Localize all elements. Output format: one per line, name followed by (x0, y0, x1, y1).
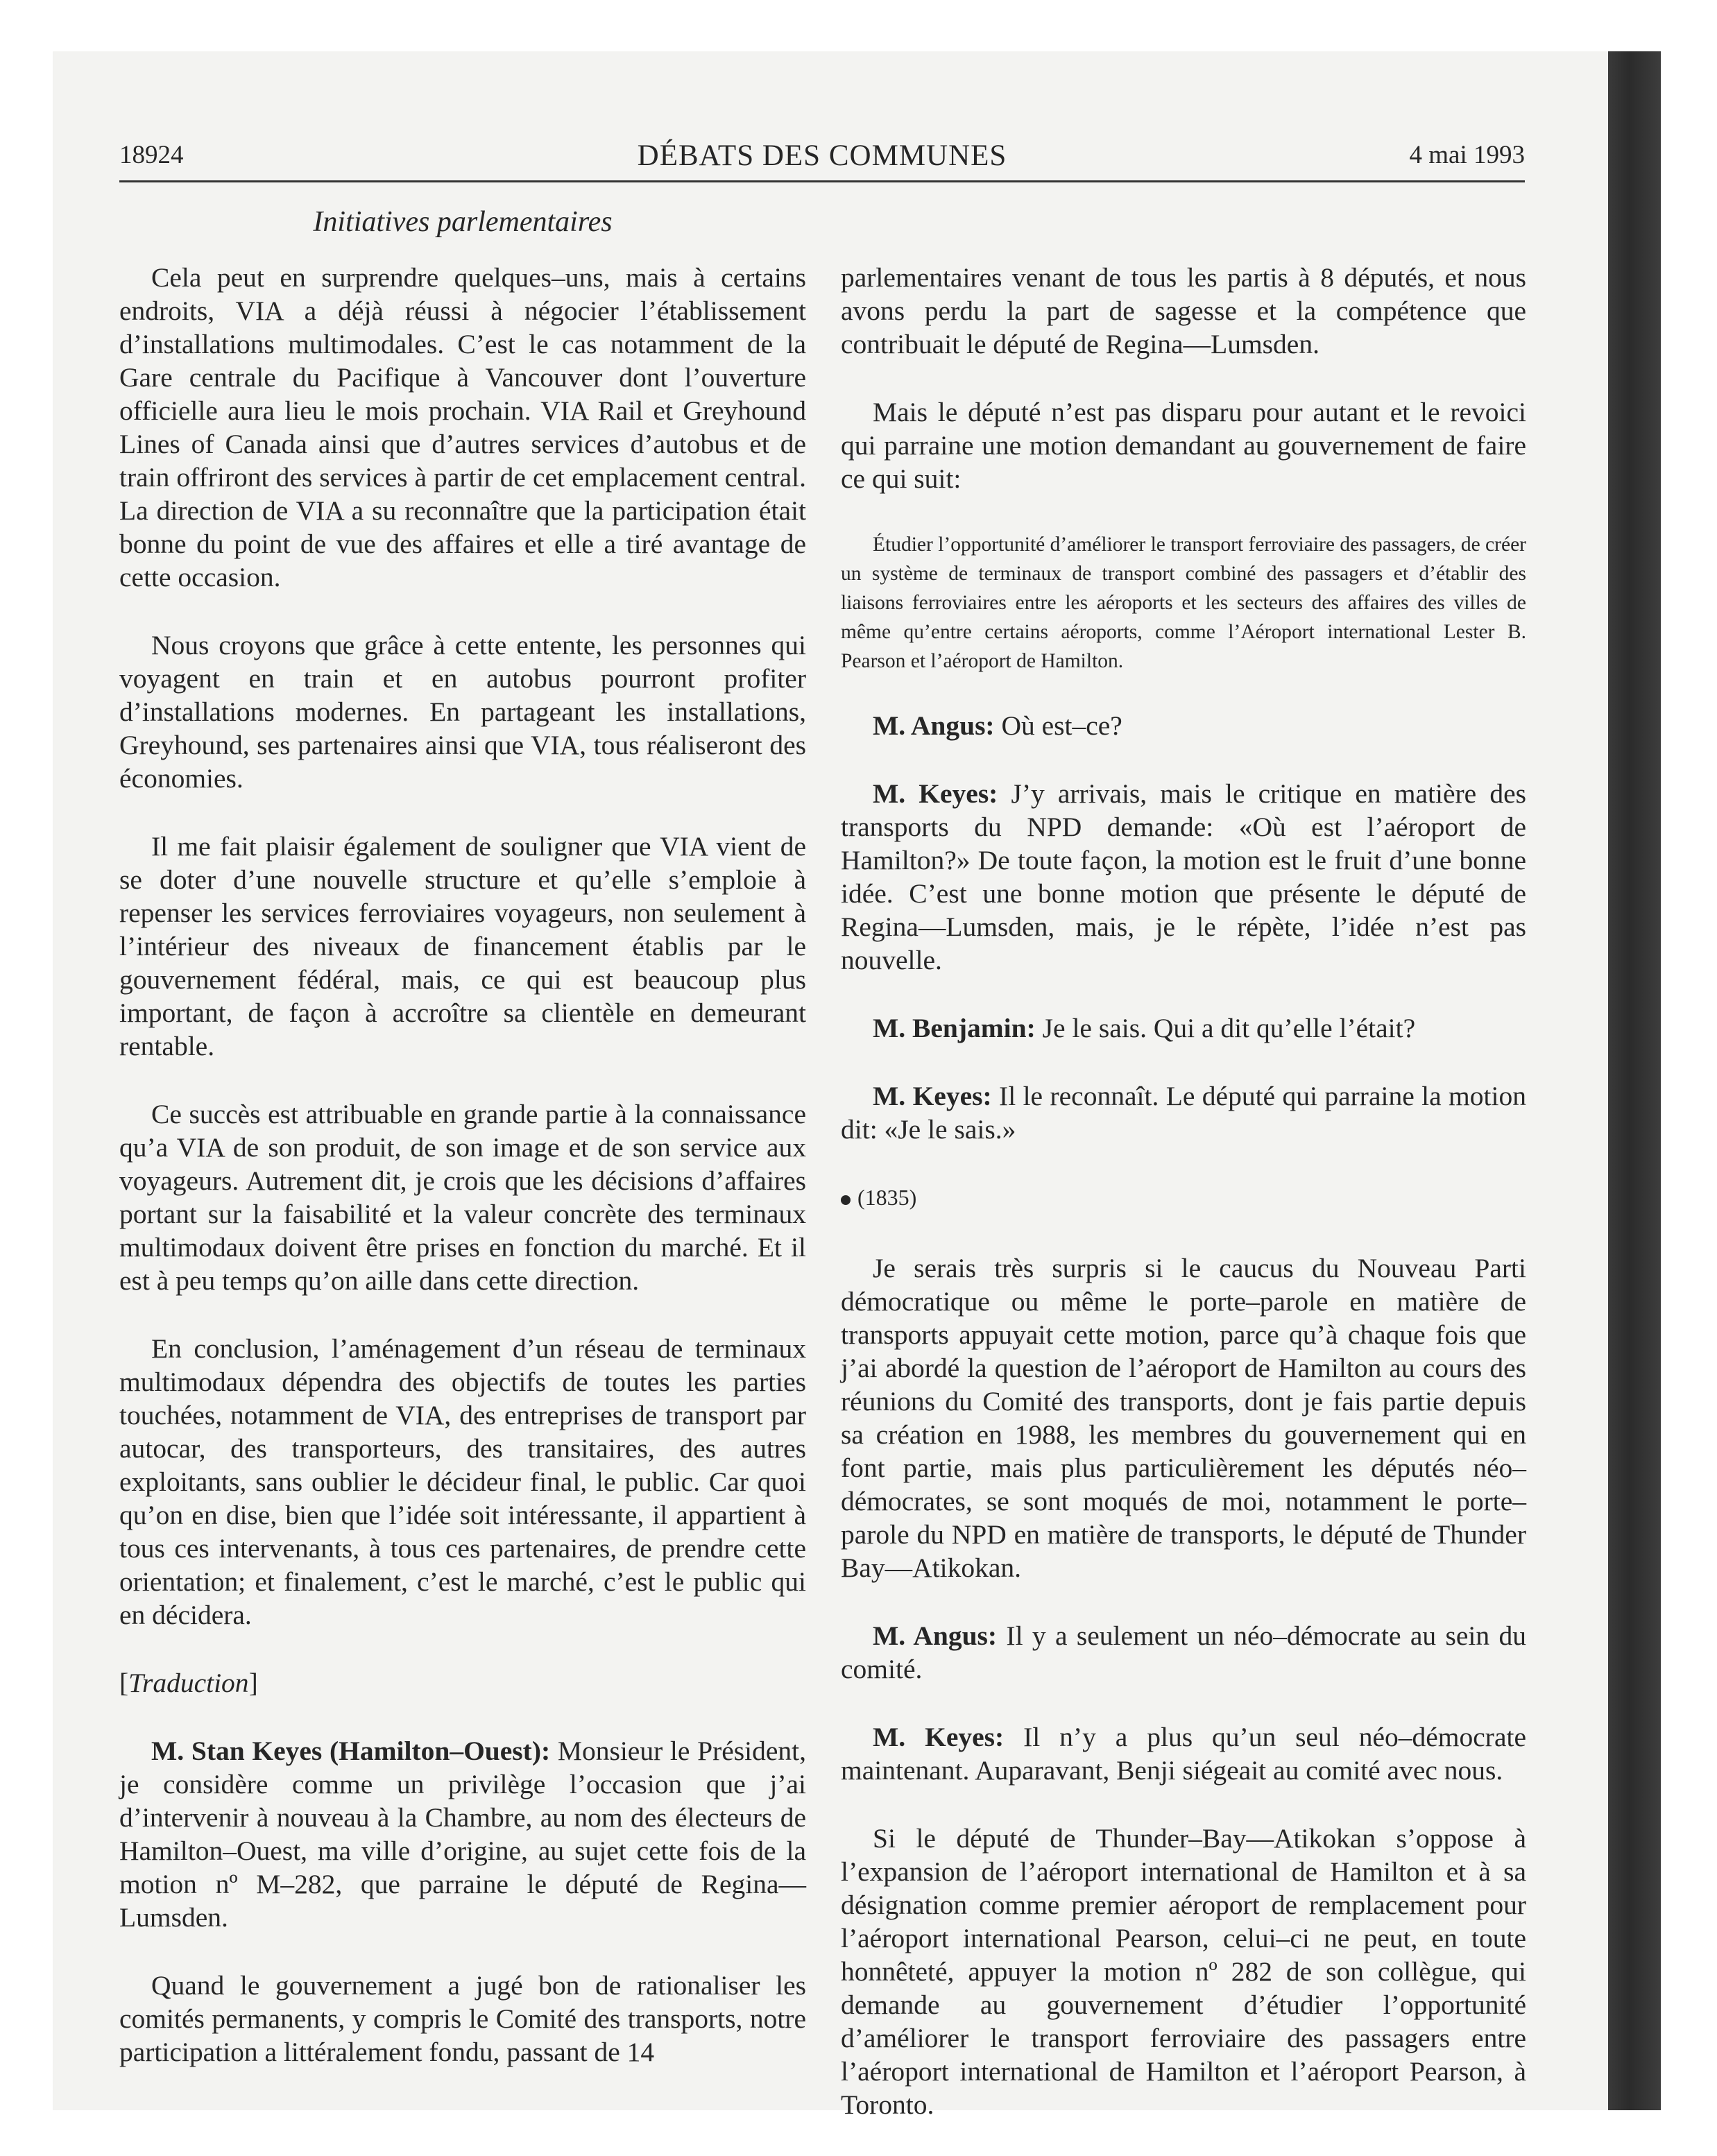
speech-text: Il n’y a plus qu’un seul néo–démocrate maintenant. Auparavant, Benji siégeait au comité avec nous. (841, 1722, 1526, 1786)
paragraph: Si le député de Thunder–Bay—Atikokan s’oppose à l’expansion de l’aéroport international de Hamilton et à sa désignation comme premier aéroport de remplacement pour l’aéroport international Pearson, celui–ci ne peut, en toute honnêteté, appuyer la motion nº 282 de son collègue, qui demande au gouvernement d’étudier l’opportunité d’améliorer le transport ferroviaire des passagers entre l’aéroport international de Hamilton et l’aéroport Pearson, à Toronto. (841, 1823, 1526, 2120)
speaker-name: M. Stan Keyes (Hamilton–Ouest): (151, 1736, 551, 1766)
paragraph: Il me fait plaisir également de souligner que VIA vient de se doter d’une nouvelle structure et qu’elle s’emploie à repenser les services ferroviaires voyageurs, non seulement à l’intérieur des niveaux de financement établis par le gouvernement fédéral, mais, ce qui est beaucoup plus important, de façon à accroître sa clientèle en demeurant rentable. (119, 831, 806, 1061)
speech-paragraph (119, 1734, 806, 1934)
bracket-open: [ (119, 1668, 129, 1698)
speaker-name: M. Keyes: (873, 1722, 1005, 1752)
bracket-close: ] (248, 1668, 258, 1698)
page-title: DÉBATS DES COMMUNES (637, 139, 1007, 172)
speech-paragraph (841, 1079, 1526, 1146)
speech-paragraph (841, 1720, 1526, 1787)
speaker-name: M. Keyes: (873, 1081, 992, 1111)
speech-text: Il le reconnaît. Le député qui parraine la motion dit: «Je le sais.» (841, 1081, 1526, 1145)
page-date: 4 mai 1993 (1409, 141, 1525, 169)
translation-word: Traduction (128, 1668, 249, 1698)
page-number: 18924 (119, 141, 184, 169)
speech-paragraph (841, 1011, 1526, 1045)
left-column (119, 261, 806, 2103)
speaker-name: M. Benjamin: (873, 1013, 1036, 1043)
paragraph: Mais le député n’est pas disparu pour autant et le revoici qui parraine une motion demandant au gouvernement de faire ce qui suit: (841, 397, 1526, 494)
speech-paragraph (841, 777, 1526, 977)
paragraph: parlementaires venant de tous les partis à 8 députés, et nous avons perdu la part de sagesse et la compétence que contribuait le député de Regina—Lumsden. (841, 262, 1526, 359)
paragraph: Cela peut en surprendre quelques–uns, mais à certains endroits, VIA a déjà réussi à négocier l’établissement d’installations multimodales. C’est le cas notamment de la Gare centrale du Pacifique à Vancouver dont l’ouverture officielle aura lieu le mois prochain. VIA Rail et Greyhound Lines of Canada ainsi que d’autres services d’autobus et de train offriront des services à partir de cet emplacement central. La direction de VIA a su reconnaître que la participation était bonne du point de vue des affaires et elle a tiré avantage de cette occasion. (119, 262, 806, 592)
speaker-name: M. Angus: (873, 1620, 998, 1651)
speech-paragraph (841, 1619, 1526, 1686)
section-title: Initiatives parlementaires (313, 206, 613, 238)
scan-edge-shadow (1608, 51, 1661, 2110)
bullet-icon (841, 1195, 851, 1205)
time-stamp (841, 1181, 1526, 1214)
speech-text: Où est–ce? (994, 710, 1122, 741)
speech-paragraph (841, 709, 1526, 742)
speech-text: Je le sais. Qui a dit qu’elle l’était? (1035, 1013, 1416, 1043)
right-column (841, 261, 1526, 2156)
paragraph: Quand le gouvernement a jugé bon de rationaliser les comités permanents, y compris le Comité des transports, notre participation a littéralement fondu, passant de 14 (119, 1970, 806, 2067)
paragraph: Nous croyons que grâce à cette entente, les personnes qui voyagent en train et en autobus pourront profiter d’installations modernes. En partageant les installations, Greyhound, ses partenaires ainsi que VIA, tous réaliseront des économies. (119, 630, 806, 794)
motion-quote: Étudier l’opportunité d’améliorer le transport ferroviaire des passagers, de créer un système de terminaux de transport combiné des passagers et d’établir des liaisons ferroviaires entre les aéroports et les secteurs des affaires des villes de même qu’entre certains aéroports, comme l’Aéroport international Lester B. Pearson et l’aéroport de Hamilton. (841, 533, 1526, 672)
translation-marker (119, 1666, 806, 1700)
speech-text: Monsieur le Président, je considère comme un privilège l’occasion que j’ai d’intervenir à nouveau à la Chambre, au nom des électeurs de Hamilton–Ouest, ma ville d’origine, au sujet cette fois de la motion nº M–282, que parraine le député de Regina—Lumsden. (119, 1736, 806, 1933)
paragraph: Je serais très surpris si le caucus du Nouveau Parti démocratique ou même le porte–parole en matière de transports appuyait cette motion, parce qu’à chaque fois que j’ai abordé la question de l’aéroport de Hamilton au cours des réunions du Comité des transports, dont je fais partie depuis sa création en 1988, les membres du gouvernement qui en font partie, mais plus particulièrement les députés néo–démocrates, se sont moqués de moi, notamment le porte–parole du NPD en matière de transports, le député de Thunder Bay—Atikokan. (841, 1253, 1526, 1583)
paragraph: En conclusion, l’aménagement d’un réseau de terminaux multimodaux dépendra des objectifs de toutes les parties touchées, notamment de VIA, des entreprises de transport par autocar, des transporteurs, des transitaires, des autres exploitants, sans oublier le décideur final, le public. Car quoi qu’on en dise, bien que l’idée soit intéressante, il appartient à tous ces intervenants, à tous ces partenaires, de prendre cette orientation; et finalement, c’est le marché, c’est le public qui en décidera. (119, 1333, 806, 1630)
speaker-name: M. Keyes: (873, 778, 998, 809)
time-stamp-text: (1835) (857, 1185, 917, 1210)
page-header (119, 139, 1525, 182)
speech-text: Il y a seulement un néo–démocrate au sein du comité. (841, 1620, 1526, 1684)
speaker-name: M. Angus: (873, 710, 995, 741)
paragraph: Ce succès est attribuable en grande partie à la connaissance qu’a VIA de son produit, de son image et de son service aux voyageurs. Autrement dit, je crois que les décisions d’affaires portant sur la faisabilité et la valeur concrète des terminaux multimodaux doivent être prises en fonction du marché. Et il est à peu temps qu’on aille dans cette direction. (119, 1099, 806, 1296)
speech-text: J’y arrivais, mais le critique en matière des transports du NPD demande: «Où est l’aéroport de Hamilton?» De toute façon, la motion est le fruit d’une bonne idée. C’est une bonne motion que présente le député de Regina—Lumsden, mais, je le répète, l’idée n’est pas nouvelle. (841, 778, 1526, 975)
